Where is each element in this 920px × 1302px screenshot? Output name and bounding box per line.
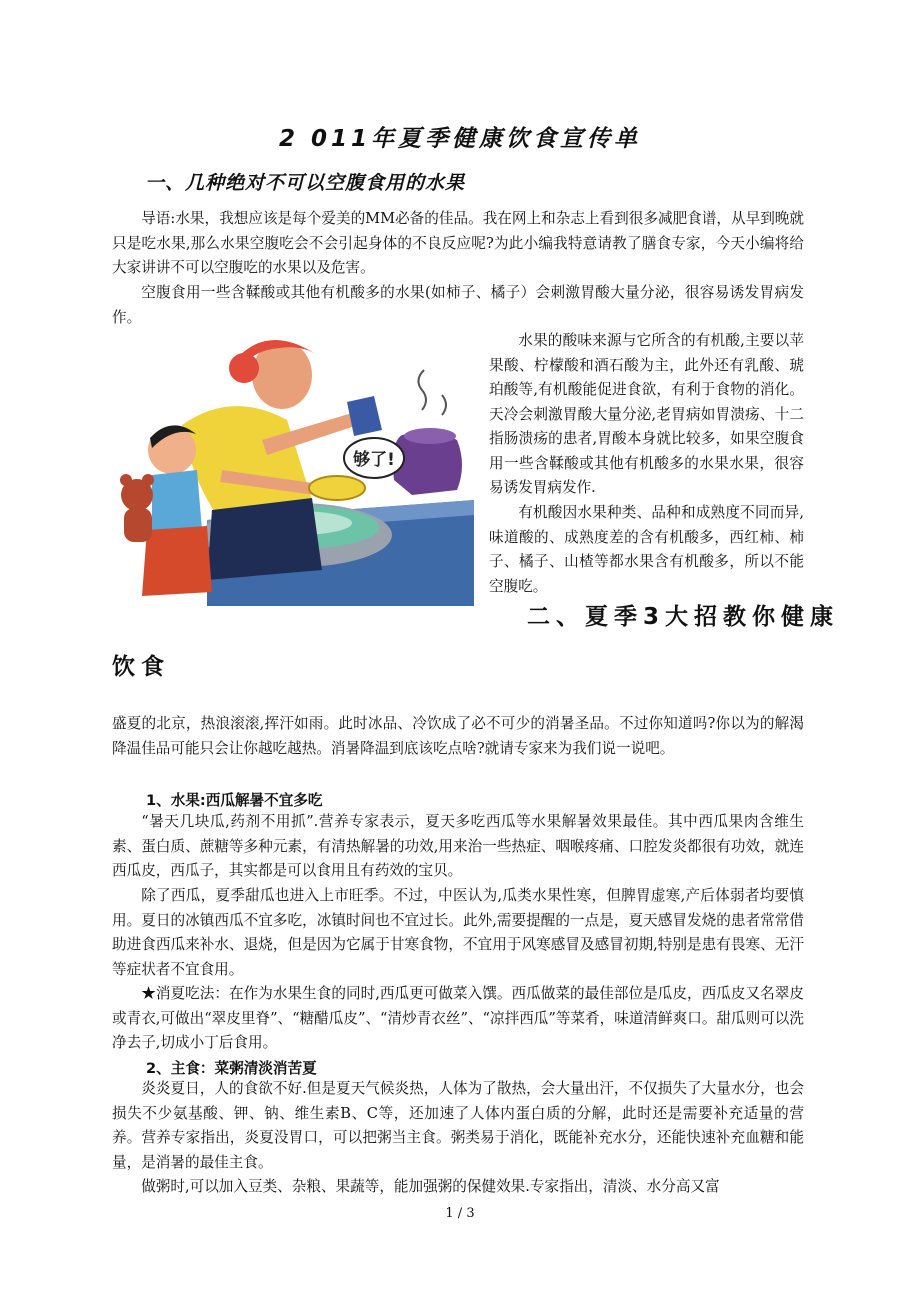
cartoon-illustration [112,330,474,606]
organic-acid-paragraph: 水果的酸味来源与它所含的有机酸,主要以苹果酸、柠檬酸和酒石酸为主，此外还有乳酸、琥珀酸等,有机酸能促进食欲，有利于食物的消化。天冷会刺激胃酸大量分泌,老胃病如胃溃疡、十二指肠溃疡的患者,胃酸本身就比较多，如果空腹食用一些含鞣酸或其他有机酸多的水果水果，很容易诱发胃病发作. [489,332,804,496]
subheading-staple-food: 2、主食：菜粥清淡消苦夏 [146,1060,317,1077]
document-title: 2 011年夏季健康饮食宣传单 [278,126,642,152]
intro-paragraph: 导语:水果，我想应该是每个爱美的MM必备的佳品。我在网上和杂志上看到很多减肥食谱，从早到晚就只是吃水果,那么水果空腹吃会不会引起身体的不良反应呢?为此小编我特意请教了膳食专家，今天小编将给大家讲讲不可以空腹吃的水果以及危害。 [112,210,804,276]
fruit-acidity-paragraph: 有机酸因水果种类、品种和成熟度不同而异,味道酸的、成熟度差的含有机酸多，西红柿、柿子、橘子、山楂等都水果含有机酸多，所以不能空腹吃。 [489,504,804,595]
porridge-paragraph-1: 炎炎夏日，人的食欲不好.但是夏天气候炎热，人体为了散热，会大量出汗，不仅损失了大量水分，也会损失不少氨基酸、钾、钠、维生素B、C等，还加速了人体内蛋白质的分解，此时还是需要补充适量的营养。营养专家指出，炎夏没胃口，可以把粥当主食。粥类易于消化，既能补充水分，还能快速补充血糖和能量，是消暑的最佳主食。 [112,1080,804,1171]
beijing-summer-paragraph: 盛夏的北京，热浪滚滚,挥汗如雨。此时冰品、冷饮成了必不可少的消暑圣品。不过你知道吗?你以为的解渴降温佳品可能只会让你越吃越热。消暑降温到底该吃点啥?就请专家来为我们说一说吧。 [112,715,804,757]
section-1-heading: 一、几种绝对不可以空腹食用的水果 [145,172,466,194]
subheading-fruit: 1、水果:西瓜解暑不宜多吃 [146,792,323,809]
watermelon-recipe-paragraph: ★消夏吃法：在作为水果生食的同时,西瓜更可做菜入馔。西瓜做菜的最佳部位是瓜皮，西瓜皮又名翠皮或青衣,可做出“翠皮里脊”、“糖醋瓜皮”、“清炒青衣丝”、“凉拌西瓜”等菜肴，味道清鲜爽口。甜瓜则可以洗净去子,切成小丁后食用。 [112,985,804,1051]
porridge-paragraph-2: 做粥时,可以加入豆类、杂粮、果蔬等，能加强粥的保健效果.专家指出，清淡、水分高又富 [141,1178,720,1195]
section-2-heading: 二、夏季3大招教你健康 [527,604,840,630]
watermelon-paragraph-1: “暑天几块瓜,药剂不用抓”.营养专家表示，夏天多吃西瓜等水果解暑效果最佳。其中西瓜果肉含维生素、蛋白质、蔗糖等多种元素，有清热解暑的功效,用来治一些热症、咽喉疼痛、口腔发炎都很有功效，就连西瓜皮，西瓜子，其实都是可以食用且有药效的宝贝。 [112,813,804,879]
page-number: 1 / 3 [445,1206,475,1221]
speech-bubble-text: 够了! [353,450,395,470]
empty-stomach-paragraph: 空腹食用一些含鞣酸或其他有机酸多的水果(如柿子、橘子）会刺激胃酸大量分泌，很容易诱发胃病发作。 [112,284,804,326]
watermelon-paragraph-2: 除了西瓜，夏季甜瓜也进入上市旺季。不过，中医认为,瓜类水果性寒，但脾胃虚寒,产后体弱者均要慎用。夏日的冰镇西瓜不宜多吃，冰镇时间也不宜过长。此外,需要提醒的一点是，夏天感冒发烧的患者常常借助进食西瓜来补水、退烧，但是因为它属于甘寒食物，不宜用于风寒感冒及感冒初期,特别是患有畏寒、无汗等症状者不宜食用。 [112,887,804,978]
section-2-heading-continued: 饮食 [112,654,170,680]
